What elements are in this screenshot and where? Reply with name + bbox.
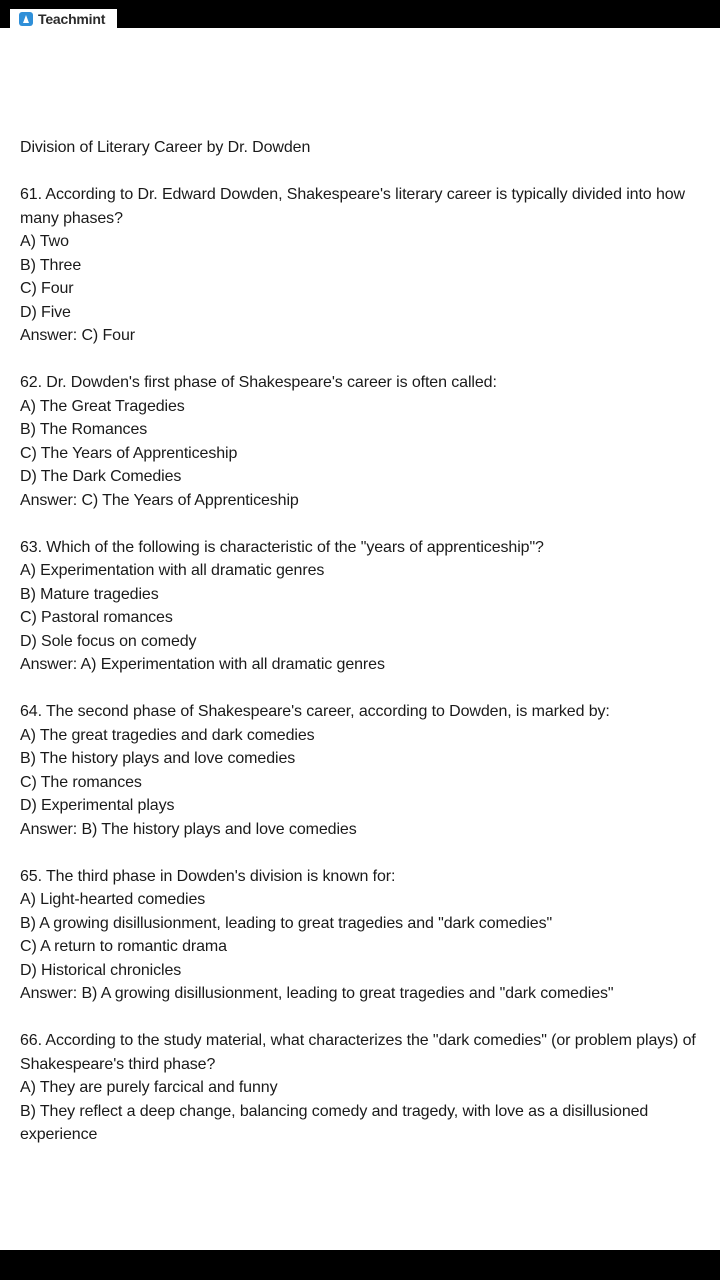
option-c: C) Pastoral romances: [20, 609, 173, 626]
brand-logo[interactable]: [10, 9, 117, 28]
question-text: 64. The second phase of Shakespeare's career, according to Dowden, is marked by:: [20, 703, 610, 720]
question-text: 61. According to Dr. Edward Dowden, Shakespeare's literary career is typically divided into how many phases?: [20, 186, 686, 227]
bottom-bar: [0, 1250, 720, 1280]
option-a: A) The Great Tragedies: [20, 397, 185, 415]
answer-text: Answer: C) The Years of Apprenticeship: [20, 491, 299, 509]
question-61: [20, 183, 720, 348]
brand-name: Teachmint: [38, 10, 106, 27]
option-b: B) A growing disillusionment, leading to great tragedies and "dark comedies": [20, 914, 553, 932]
teachmint-logo-icon: [19, 12, 33, 26]
answer-text: Answer: B) The history plays and love comedies: [20, 820, 357, 838]
option-b: B) The history plays and love comedies: [20, 750, 296, 767]
question-65: [20, 865, 720, 1006]
answer-text: Answer: B) A growing disillusionment, leading to great tragedies and "dark comedies": [20, 985, 614, 1002]
option-c: C) Four: [20, 280, 74, 297]
option-d: D) Historical chronicles: [20, 961, 182, 979]
answer-text: Answer: C) Four: [20, 327, 135, 344]
option-b: B) Three: [20, 256, 82, 274]
question-62: [20, 371, 720, 512]
option-a: A) Light-hearted comedies: [20, 891, 206, 908]
option-c: C) A return to romantic drama: [20, 938, 227, 955]
option-c: C) The romances: [20, 773, 142, 791]
option-c: C) The Years of Apprenticeship: [20, 444, 238, 462]
option-d: D) Five: [20, 303, 71, 321]
option-b: B) The Romances: [20, 421, 148, 438]
option-d: D) The Dark Comedies: [20, 468, 182, 485]
question-text: 63. Which of the following is characteristic of the "years of apprenticeship"?: [20, 538, 544, 556]
option-d: D) Sole focus on comedy: [20, 632, 197, 650]
option-a: A) They are purely farcical and funny: [20, 1079, 278, 1096]
option-b: B) They reflect a deep change, balancing comedy and tragedy, with love as a disillusioned experience: [20, 1102, 649, 1143]
section-heading: Division of Literary Career by Dr. Dowden: [20, 139, 311, 156]
top-bar: [0, 0, 720, 28]
answer-text: Answer: A) Experimentation with all dramatic genres: [20, 656, 385, 673]
question-text: 66. According to the study material, what characterizes the "dark comedies" (or problem plays) of Shakespeare's third phase?: [20, 1032, 696, 1073]
question-63: [20, 536, 720, 677]
question-66: [20, 1029, 720, 1147]
option-a: A) The great tragedies and dark comedies: [20, 726, 315, 744]
question-text: 62. Dr. Dowden's first phase of Shakespeare's career is often called:: [20, 374, 497, 391]
document-page: [20, 136, 720, 1170]
option-d: D) Experimental plays: [20, 797, 175, 814]
question-text: 65. The third phase in Dowden's division is known for:: [20, 867, 396, 885]
question-64: [20, 700, 720, 841]
option-a: A) Experimentation with all dramatic genres: [20, 562, 325, 579]
option-a: A) Two: [20, 233, 69, 250]
option-b: B) Mature tragedies: [20, 585, 159, 603]
